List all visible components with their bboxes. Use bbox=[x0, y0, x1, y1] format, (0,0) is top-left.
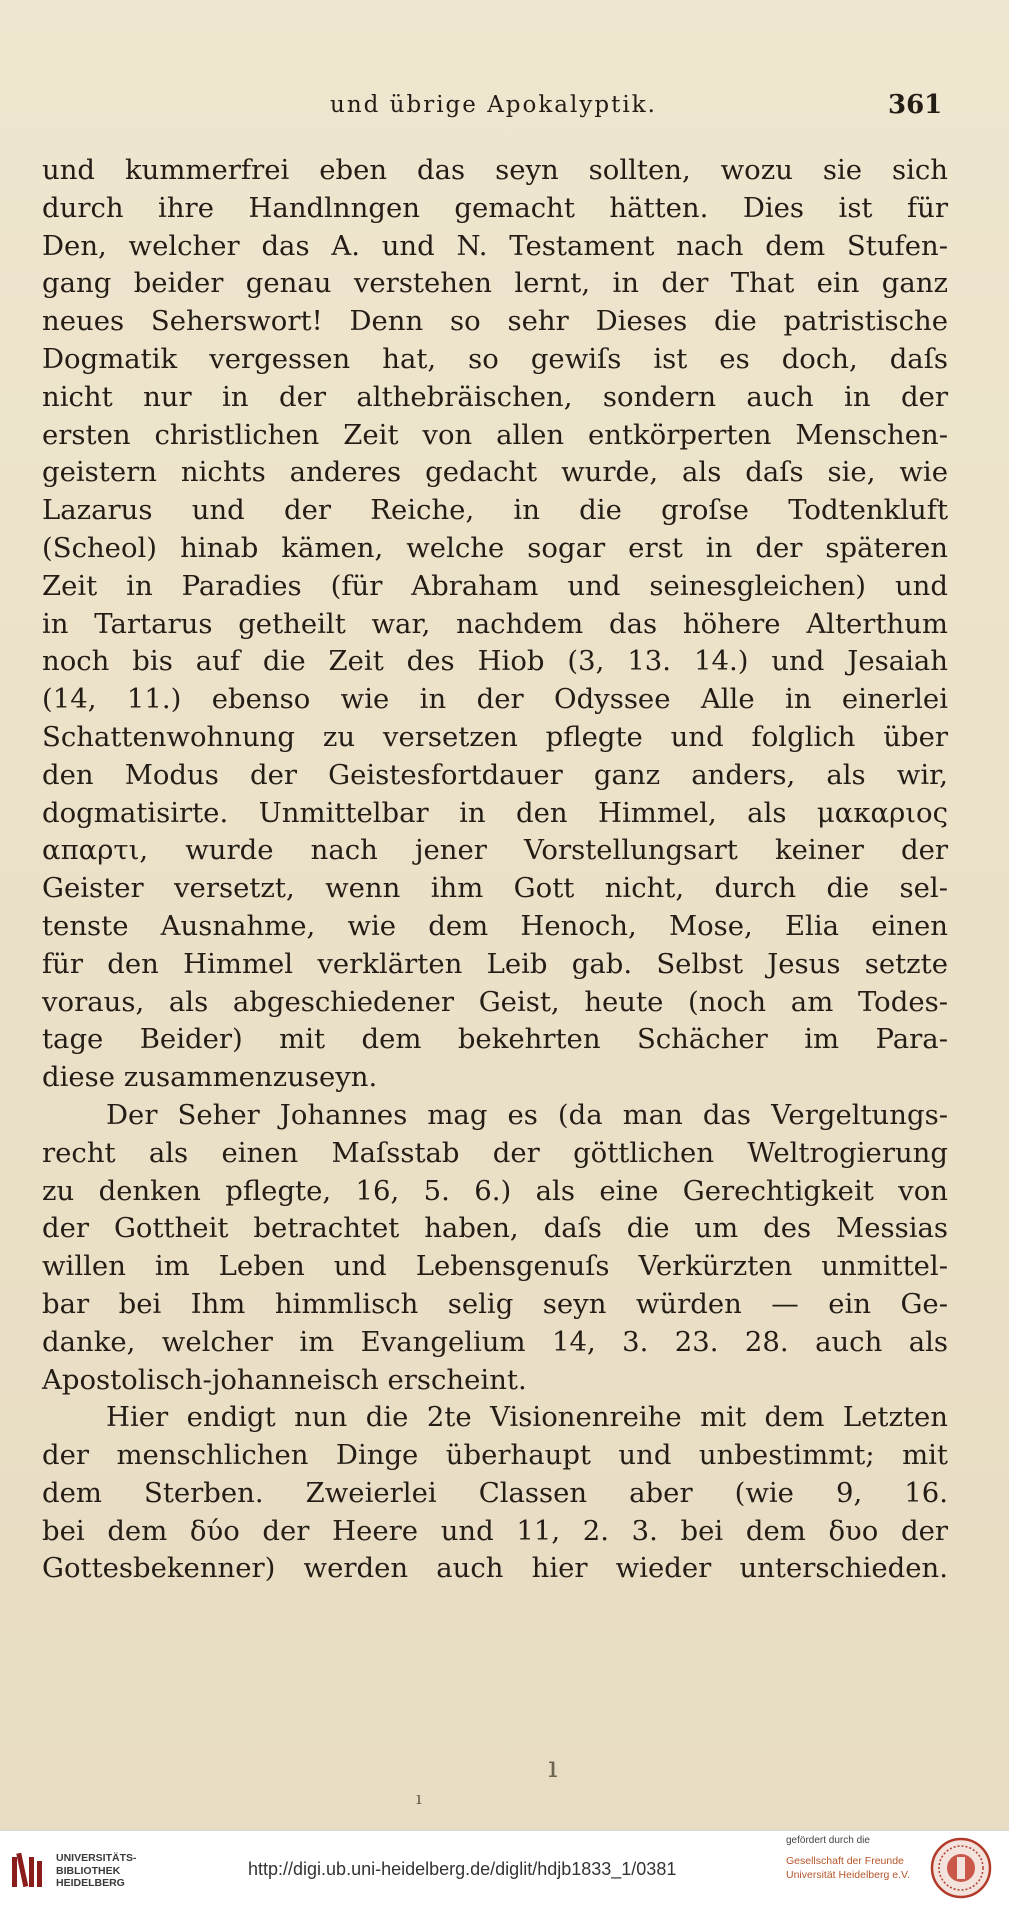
text-line: bar bei Ihm himmlisch selig seyn würden — ein Ge- bbox=[42, 1287, 948, 1320]
text-line: den Modus der Geistesfortdauer ganz anders, als wir, bbox=[42, 758, 948, 791]
sponsor-block[interactable] bbox=[786, 1835, 926, 1882]
text-line: der menschlichen Dinge überhaupt und unbestimmt; mit bbox=[42, 1439, 948, 1472]
text-line: Schattenwohnung zu versetzen pflegte und folglich über bbox=[42, 720, 948, 753]
text-line: danke, welcher im Evangelium 14, 3. 23. 28. auch als bbox=[42, 1325, 948, 1358]
text-line: für den Himmel verklärten Leib gab. Selbst Jesus setzte bbox=[42, 947, 948, 980]
scan-speck-mark: ı bbox=[416, 1788, 422, 1809]
text-line: dem Sterben. Zweierlei Classen aber (wie 9, 16. bbox=[42, 1476, 948, 1509]
text-line: diese zusammenzuseyn. bbox=[42, 1061, 378, 1094]
page-number: 361 bbox=[888, 90, 943, 120]
running-head bbox=[0, 92, 1009, 124]
text-line: Der Seher Johannes mag es (da man das Vergeltungs- bbox=[106, 1098, 948, 1131]
text-line: zu denken pflegte, 16, 5. 6.) als eine Gerechtigkeit von bbox=[42, 1174, 948, 1207]
sponsor-label: gefördert durch die bbox=[786, 1835, 870, 1846]
text-line: und kummerfrei eben das seyn sollten, wozu sie sich bbox=[42, 154, 948, 186]
permalink-url[interactable]: http://digi.ub.uni-heidelberg.de/diglit/hdjb1833_1/0381 bbox=[248, 1859, 677, 1879]
running-title: und übrige Apokalyptik. bbox=[330, 92, 657, 118]
text-line: Zeit in Paradies (für Abraham und seinesgleichen) und bbox=[42, 569, 948, 602]
sponsor-org-line: Gesellschaft der Freunde bbox=[786, 1855, 904, 1867]
text-line: gang beider genau verstehen lernt, in der That ein ganz bbox=[42, 267, 948, 300]
text-line: geistern nichts anderes gedacht wurde, als daſs sie, wie bbox=[42, 456, 948, 489]
text-line: dogmatisirte. Unmittelbar in den Himmel, als μακαριος bbox=[42, 796, 948, 829]
text-line: (Scheol) hinab kämen, welche sogar erst in der späteren bbox=[42, 531, 948, 564]
library-name[interactable] bbox=[56, 1852, 137, 1890]
text-line: Lazarus und der Reiche, in die groſse Todtenkluft bbox=[42, 494, 948, 527]
library-name-line: BIBLIOTHEK bbox=[56, 1864, 121, 1877]
text-line: ersten christlichen Zeit von allen entkörperten Menschen- bbox=[42, 418, 948, 451]
text-line: Den, welcher das A. und N. Testament nach dem Stufen- bbox=[42, 229, 948, 262]
text-line: nicht nur in der althebräischen, sondern auch in der bbox=[42, 380, 948, 413]
text-line: tenste Ausnahme, wie dem Henoch, Mose, Elia einen bbox=[42, 909, 948, 942]
library-name-line: HEIDELBERG bbox=[56, 1877, 125, 1889]
text-line: der Gottheit betrachtet haben, daſs die um des Messias bbox=[42, 1212, 948, 1245]
text-line: Apostolisch-johanneisch erscheint. bbox=[42, 1363, 527, 1396]
text-line: bei dem δύο der Heere und 11, 2. 3. bei dem δυο der bbox=[42, 1514, 948, 1547]
university-library-logo-icon[interactable] bbox=[10, 1851, 46, 1891]
text-line: Hier endigt nun die 2te Visionenreihe mit dem Letzten bbox=[106, 1401, 948, 1434]
text-line: (14, 11.) ebenso wie in der Odyssee Alle in einerlei bbox=[42, 683, 948, 716]
text-line: noch bis auf die Zeit des Hiob (3, 13. 14.) und Jesaiah bbox=[42, 645, 948, 678]
text-line: Geister versetzt, wenn ihm Gott nicht, durch die sel- bbox=[42, 872, 948, 905]
text-line: neues Seherswort! Denn so sehr Dieses die patristische bbox=[42, 305, 948, 338]
text-line: Gottesbekenner) werden auch hier wieder unterschieden. bbox=[42, 1552, 948, 1585]
text-line: voraus, als abgeschiedener Geist, heute (noch am Todes- bbox=[42, 985, 948, 1018]
footer-bar bbox=[0, 1830, 1009, 1905]
text-line: απαρτι, wurde nach jener Vorstellungsart keiner der bbox=[42, 834, 948, 867]
text-line: tage Beider) mit dem bekehrten Schächer im Para- bbox=[42, 1023, 948, 1056]
sponsor-organization bbox=[786, 1854, 926, 1882]
university-seal-icon[interactable] bbox=[930, 1837, 992, 1899]
text-line: durch ihre Handlnngen gemacht hätten. Dies ist für bbox=[42, 191, 948, 224]
sponsor-org-line: Universität Heidelberg e.V. bbox=[786, 1869, 910, 1881]
library-name-line: UNIVERSITÄTS- bbox=[56, 1852, 137, 1864]
text-line: in Tartarus getheilt war, nachdem das höhere Alterthum bbox=[42, 607, 948, 640]
text-line: willen im Leben und Lebensgenuſs Verkürzten unmittel- bbox=[42, 1250, 948, 1283]
body-text bbox=[42, 152, 948, 1588]
text-line: Dogmatik vergessen hat, so gewiſs ist es doch, daſs bbox=[42, 342, 948, 375]
text-line: recht als einen Maſsstab der göttlichen Weltrogierung bbox=[42, 1136, 948, 1169]
scan-speck-mark: ı bbox=[548, 1750, 558, 1785]
